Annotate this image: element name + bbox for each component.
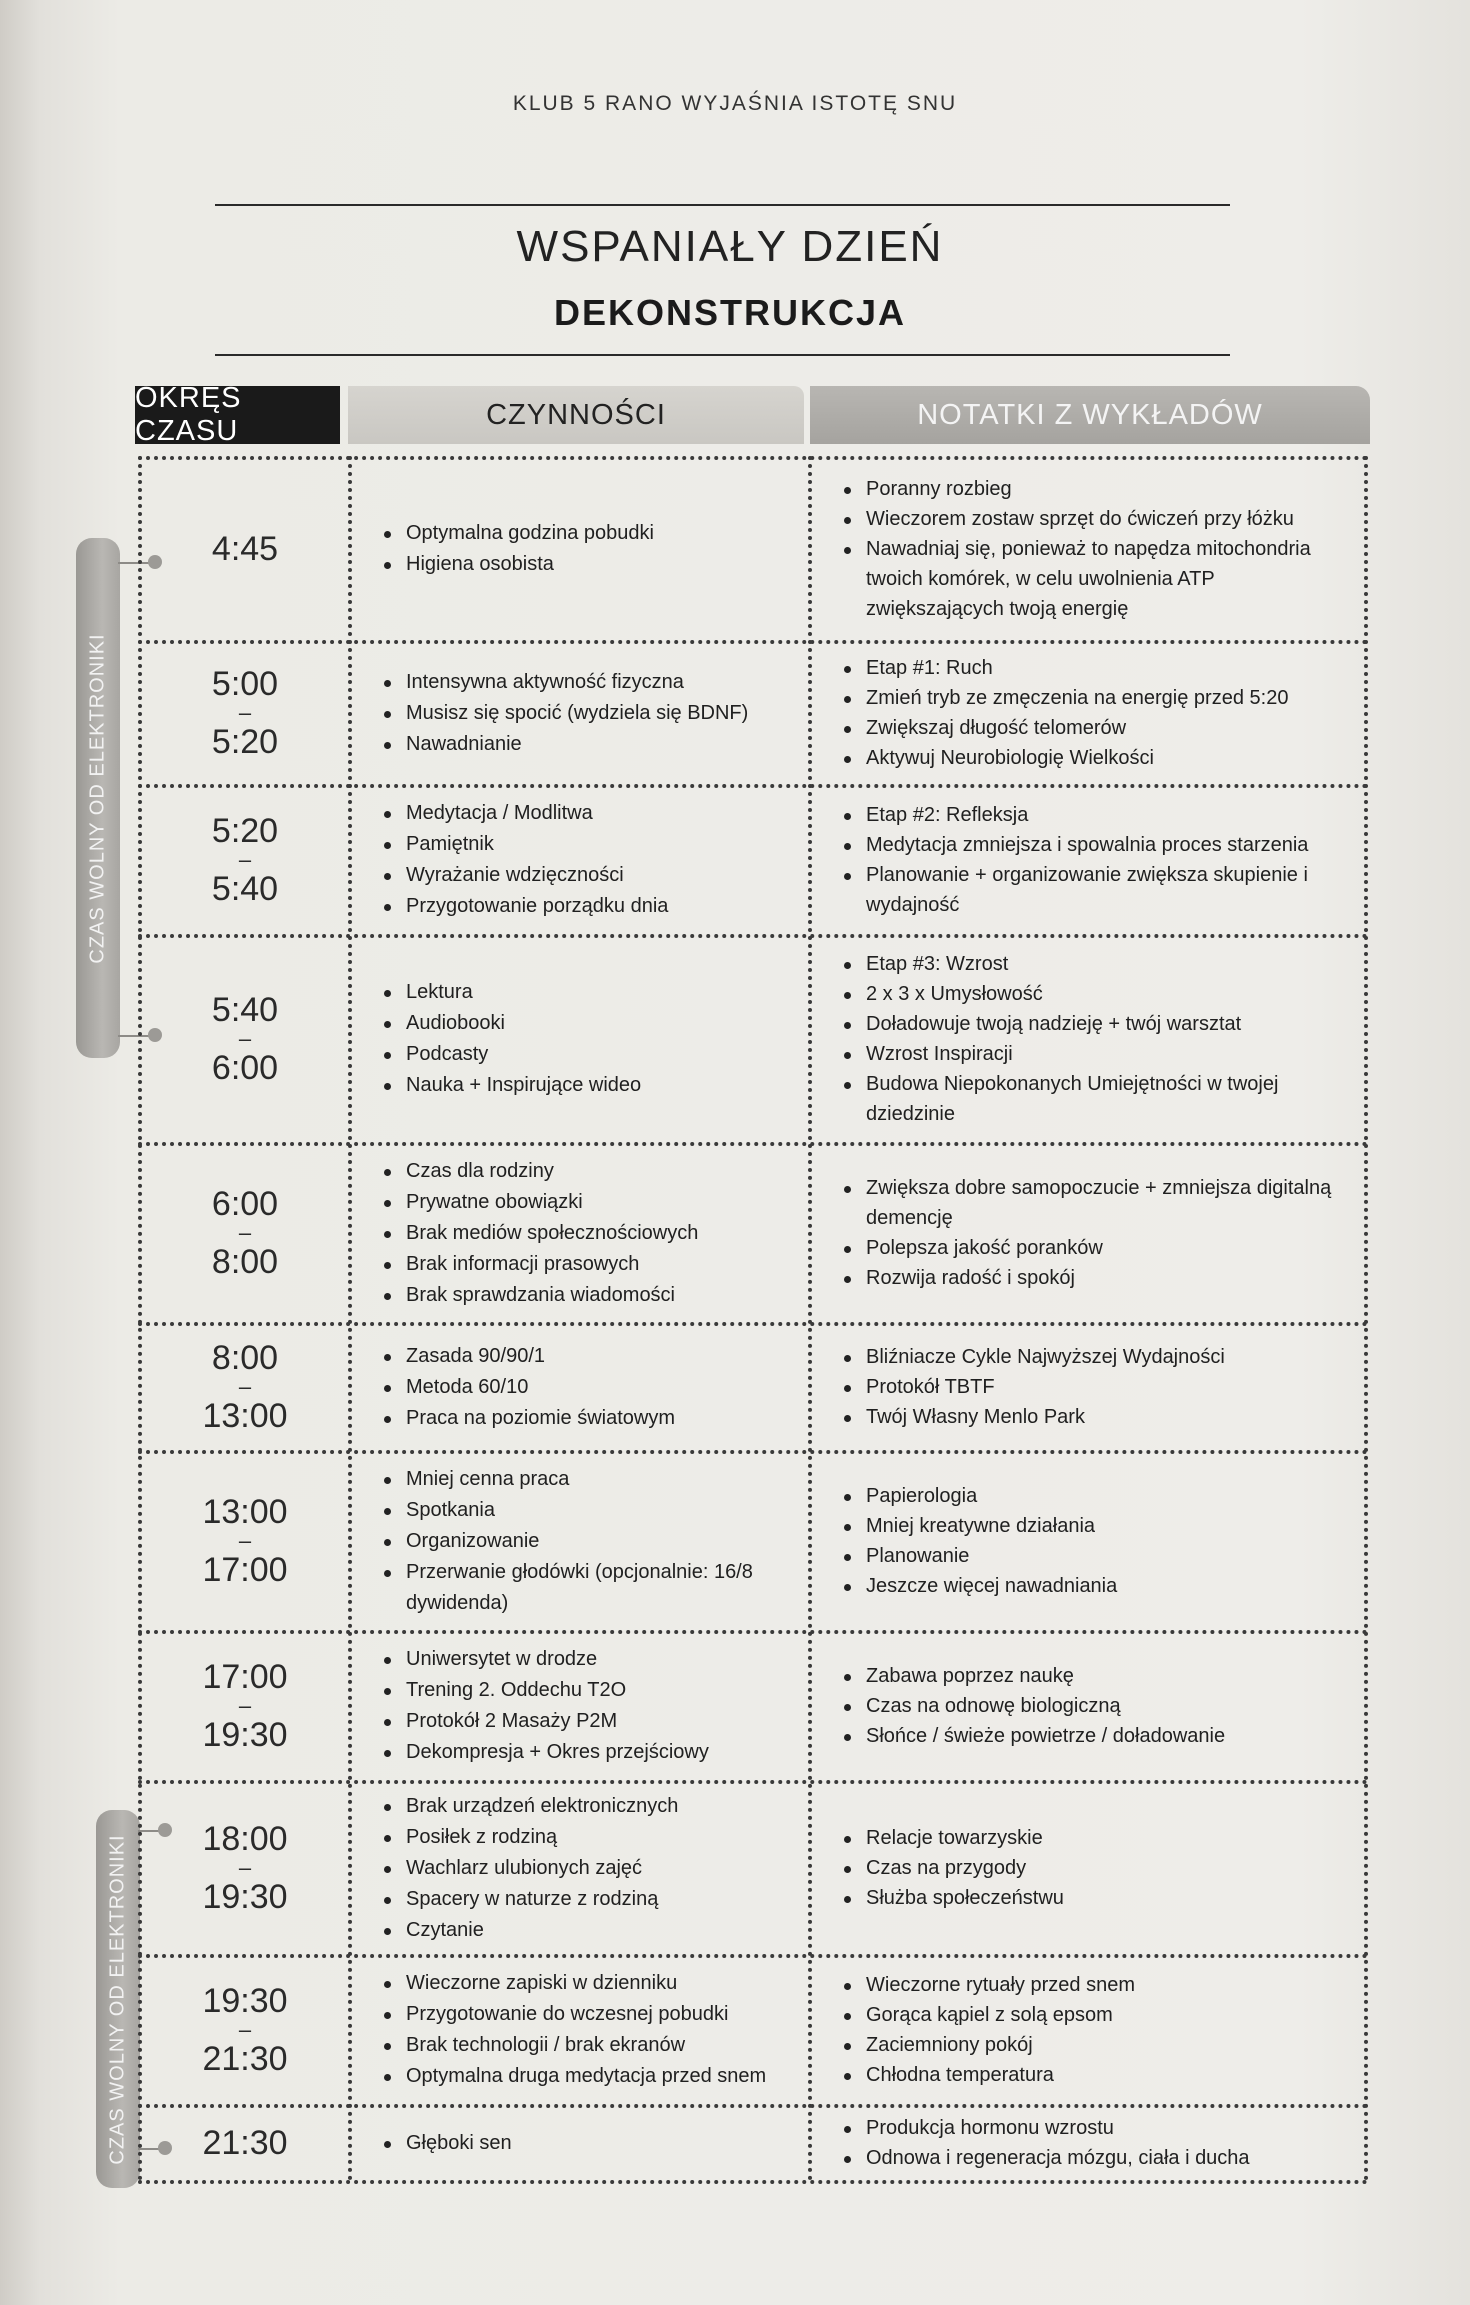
notes-cell xyxy=(810,1956,1365,2104)
activity-item: Lektura xyxy=(382,977,810,1008)
start-time: 5:40 xyxy=(211,991,279,1030)
side-label-electronics-free-morning xyxy=(76,538,120,1058)
note-item: 2 x 3 x Umysłowość xyxy=(842,979,1345,1009)
time-cell xyxy=(140,1956,350,2104)
note-item: Zwiększaj długość telomerów xyxy=(842,713,1345,743)
activities-cell xyxy=(350,1144,810,1322)
note-item: Wieczorem zostaw sprzęt do ćwiczeń przy łóżku xyxy=(842,504,1345,534)
notes-cell xyxy=(810,1632,1365,1780)
schedule-row xyxy=(140,2106,1370,2180)
activity-item: Brak mediów społecznościowych xyxy=(382,1218,810,1249)
note-item: Etap #3: Wzrost xyxy=(842,949,1345,979)
note-item: Odnowa i regeneracja mózgu, ciała i ducha xyxy=(842,2143,1345,2173)
schedule-row xyxy=(140,642,1370,784)
time-dash: – xyxy=(238,847,252,873)
note-item: Relacje towarzyskie xyxy=(842,1823,1345,1853)
notes-cell xyxy=(810,458,1365,640)
start-time: 5:20 xyxy=(211,812,279,851)
schedule-row xyxy=(140,458,1370,640)
schedule-row xyxy=(140,1632,1370,1780)
note-item: Doładowuje twoją nadzieję + twój warsztat xyxy=(842,1009,1345,1039)
activity-item: Higiena osobista xyxy=(382,549,810,580)
activity-item: Spacery w naturze z rodziną xyxy=(382,1884,810,1915)
activities-cell xyxy=(350,1782,810,1954)
schedule-row xyxy=(140,1452,1370,1630)
title-bottom-rule xyxy=(215,354,1230,356)
side-label-text: CZAS WOLNY OD ELEKTRONIKI xyxy=(86,632,109,964)
activity-item: Czas dla rodziny xyxy=(382,1156,810,1187)
activity-item: Podcasty xyxy=(382,1039,810,1070)
note-item: Produkcja hormonu wzrostu xyxy=(842,2113,1345,2143)
start-time: 17:00 xyxy=(202,1658,288,1697)
activities-cell xyxy=(350,458,810,640)
note-item: Gorąca kąpiel z solą epsom xyxy=(842,2000,1345,2030)
start-time: 13:00 xyxy=(202,1493,288,1532)
schedule-row xyxy=(140,936,1370,1142)
activity-item: Wieczorne zapiski w dzienniku xyxy=(382,1968,810,1999)
note-item: Wieczorne rytuały przed snem xyxy=(842,1970,1345,2000)
activity-item: Dekompresja + Okres przejściowy xyxy=(382,1737,810,1768)
schedule-row xyxy=(140,786,1370,934)
time-dash: – xyxy=(238,1220,252,1246)
time-dash: – xyxy=(238,2017,252,2043)
note-item: Etap #2: Refleksja xyxy=(842,800,1345,830)
note-item: Aktywuj Neurobiologię Wielkości xyxy=(842,743,1345,773)
end-time: 19:30 xyxy=(202,1715,288,1754)
notes-cell xyxy=(810,1324,1365,1450)
time-dash: – xyxy=(238,1374,252,1400)
schedule-row xyxy=(140,1956,1370,2104)
running-header: KLUB 5 RANO WYJAŚNIA ISTOTĘ SNU xyxy=(512,92,958,115)
column-header-notes: NOTATKI Z WYKŁADÓW xyxy=(810,386,1370,444)
note-item: Zwiększa dobre samopoczucie + zmniejsza digitalną demencję xyxy=(842,1173,1345,1233)
note-item: Polepsza jakość poranków xyxy=(842,1233,1345,1263)
activity-item: Uniwersytet w drodze xyxy=(382,1644,810,1675)
note-item: Jeszcze więcej nawadniania xyxy=(842,1571,1345,1601)
note-item: Protokół TBTF xyxy=(842,1372,1345,1402)
note-item: Budowa Niepokonanych Umiejętności w twojej dziedzinie xyxy=(842,1069,1345,1129)
activities-cell xyxy=(350,1632,810,1780)
time-cell xyxy=(140,2106,350,2180)
time-dash: – xyxy=(238,1855,252,1881)
activity-item: Brak informacji prasowych xyxy=(382,1249,810,1280)
note-item: Czas na przygody xyxy=(842,1853,1345,1883)
time-cell xyxy=(140,1324,350,1450)
notes-cell xyxy=(810,936,1365,1142)
note-item: Medytacja zmniejsza i spowalnia proces starzenia xyxy=(842,830,1345,860)
note-item: Bliźniacze Cykle Najwyższej Wydajności xyxy=(842,1342,1345,1372)
activity-item: Spotkania xyxy=(382,1495,810,1526)
activities-cell xyxy=(350,2106,810,2180)
time-cell xyxy=(140,1144,350,1322)
activity-item: Zasada 90/90/1 xyxy=(382,1341,810,1372)
time-cell xyxy=(140,936,350,1142)
side-label-text: CZAS WOLNY OD ELEKTRONIKI xyxy=(106,1833,129,2165)
time-cell xyxy=(140,1632,350,1780)
time-cell xyxy=(140,1452,350,1630)
note-item: Zaciemniony pokój xyxy=(842,2030,1345,2060)
activity-item: Intensywna aktywność fizyczna xyxy=(382,667,810,698)
title-top-rule xyxy=(215,204,1230,206)
time-cell xyxy=(140,786,350,934)
note-item: Zmień tryb ze zmęczenia na energię przed 5:20 xyxy=(842,683,1345,713)
note-item: Wzrost Inspiracji xyxy=(842,1039,1345,1069)
end-time: 17:00 xyxy=(202,1550,288,1589)
side-label-electronics-free-evening xyxy=(96,1810,140,2188)
activity-item: Posiłek z rodziną xyxy=(382,1822,810,1853)
activity-item: Nauka + Inspirujące wideo xyxy=(382,1070,810,1101)
activities-cell xyxy=(350,1324,810,1450)
note-item: Papierologia xyxy=(842,1481,1345,1511)
start-time: 21:30 xyxy=(202,2123,288,2162)
start-time: 6:00 xyxy=(211,1185,279,1224)
activity-item: Brak sprawdzania wiadomości xyxy=(382,1280,810,1311)
activity-item: Głęboki sen xyxy=(382,2128,810,2159)
time-dash: – xyxy=(238,1026,252,1052)
activity-item: Praca na poziomie światowym xyxy=(382,1403,810,1434)
time-dash: – xyxy=(238,1693,252,1719)
time-cell xyxy=(140,642,350,784)
end-time: 21:30 xyxy=(202,2039,288,2078)
activities-cell xyxy=(350,1452,810,1630)
notes-cell xyxy=(810,1144,1365,1322)
page-subtitle: DEKONSTRUKCJA xyxy=(553,292,907,333)
activity-item: Nawadnianie xyxy=(382,729,810,760)
end-time: 6:00 xyxy=(211,1048,279,1087)
start-time: 19:30 xyxy=(202,1982,288,2021)
activities-cell xyxy=(350,786,810,934)
note-item: Twój Własny Menlo Park xyxy=(842,1402,1345,1432)
activity-item: Trening 2. Oddechu T2O xyxy=(382,1675,810,1706)
activity-item: Optymalna druga medytacja przed snem xyxy=(382,2061,810,2092)
activity-item: Przygotowanie porządku dnia xyxy=(382,891,810,922)
row-divider xyxy=(138,2180,1368,2184)
activity-item: Wachlarz ulubionych zajęć xyxy=(382,1853,810,1884)
note-item: Mniej kreatywne działania xyxy=(842,1511,1345,1541)
column-header-period: OKRĘS CZASU xyxy=(135,386,340,444)
time-dash: – xyxy=(238,700,252,726)
note-item: Rozwija radość i spokój xyxy=(842,1263,1345,1293)
activities-cell xyxy=(350,1956,810,2104)
activity-item: Medytacja / Modlitwa xyxy=(382,798,810,829)
note-item: Czas na odnowę biologiczną xyxy=(842,1691,1345,1721)
activity-item: Pamiętnik xyxy=(382,829,810,860)
activity-item: Czytanie xyxy=(382,1915,810,1946)
note-item: Służba społeczeństwu xyxy=(842,1883,1345,1913)
start-time: 5:00 xyxy=(211,665,279,704)
activity-item: Przerwanie głodówki (opcjonalnie: 16/8 dywidenda) xyxy=(382,1557,810,1619)
column-header-activities: CZYNNOŚCI xyxy=(348,386,804,444)
activity-item: Wyrażanie wdzięczności xyxy=(382,860,810,891)
activity-item: Prywatne obowiązki xyxy=(382,1187,810,1218)
schedule-row xyxy=(140,1144,1370,1322)
schedule-row xyxy=(140,1782,1370,1954)
note-item: Etap #1: Ruch xyxy=(842,653,1345,683)
note-item: Planowanie + organizowanie zwiększa skupienie i wydajność xyxy=(842,860,1345,920)
note-item: Nawadniaj się, ponieważ to napędza mitochondria twoich komórek, w celu uwolnienia ATP zwiększających twoją energię xyxy=(842,534,1345,624)
notes-cell xyxy=(810,642,1365,784)
activity-item: Mniej cenna praca xyxy=(382,1464,810,1495)
activity-item: Musisz się spocić (wydziela się BDNF) xyxy=(382,698,810,729)
time-cell xyxy=(140,458,350,640)
note-item: Słońce / świeże powietrze / doładowanie xyxy=(842,1721,1345,1751)
note-item: Poranny rozbieg xyxy=(842,474,1345,504)
note-item: Zabawa poprzez naukę xyxy=(842,1661,1345,1691)
time-cell xyxy=(140,1782,350,1954)
end-time: 8:00 xyxy=(211,1242,279,1281)
schedule-row xyxy=(140,1324,1370,1450)
activity-item: Organizowanie xyxy=(382,1526,810,1557)
activities-cell xyxy=(350,936,810,1142)
end-time: 5:40 xyxy=(211,869,279,908)
activity-item: Optymalna godzina pobudki xyxy=(382,518,810,549)
notes-cell xyxy=(810,1452,1365,1630)
activity-item: Audiobooki xyxy=(382,1008,810,1039)
activity-item: Metoda 60/10 xyxy=(382,1372,810,1403)
activity-item: Przygotowanie do wczesnej pobudki xyxy=(382,1999,810,2030)
activities-cell xyxy=(350,642,810,784)
end-time: 13:00 xyxy=(202,1396,288,1435)
start-time: 8:00 xyxy=(211,1339,279,1378)
page-title: WSPANIAŁY DZIEŃ xyxy=(516,222,944,271)
start-time: 18:00 xyxy=(202,1820,288,1859)
activity-item: Protokół 2 Masaży P2M xyxy=(382,1706,810,1737)
notes-cell xyxy=(810,2106,1365,2180)
note-item: Planowanie xyxy=(842,1541,1345,1571)
activity-item: Brak technologii / brak ekranów xyxy=(382,2030,810,2061)
end-time: 19:30 xyxy=(202,1877,288,1916)
activity-item: Brak urządzeń elektronicznych xyxy=(382,1791,810,1822)
end-time: 5:20 xyxy=(211,722,279,761)
note-item: Chłodna temperatura xyxy=(842,2060,1345,2090)
start-time: 4:45 xyxy=(211,529,279,568)
time-dash: – xyxy=(238,1528,252,1554)
notes-cell xyxy=(810,1782,1365,1954)
notes-cell xyxy=(810,786,1365,934)
